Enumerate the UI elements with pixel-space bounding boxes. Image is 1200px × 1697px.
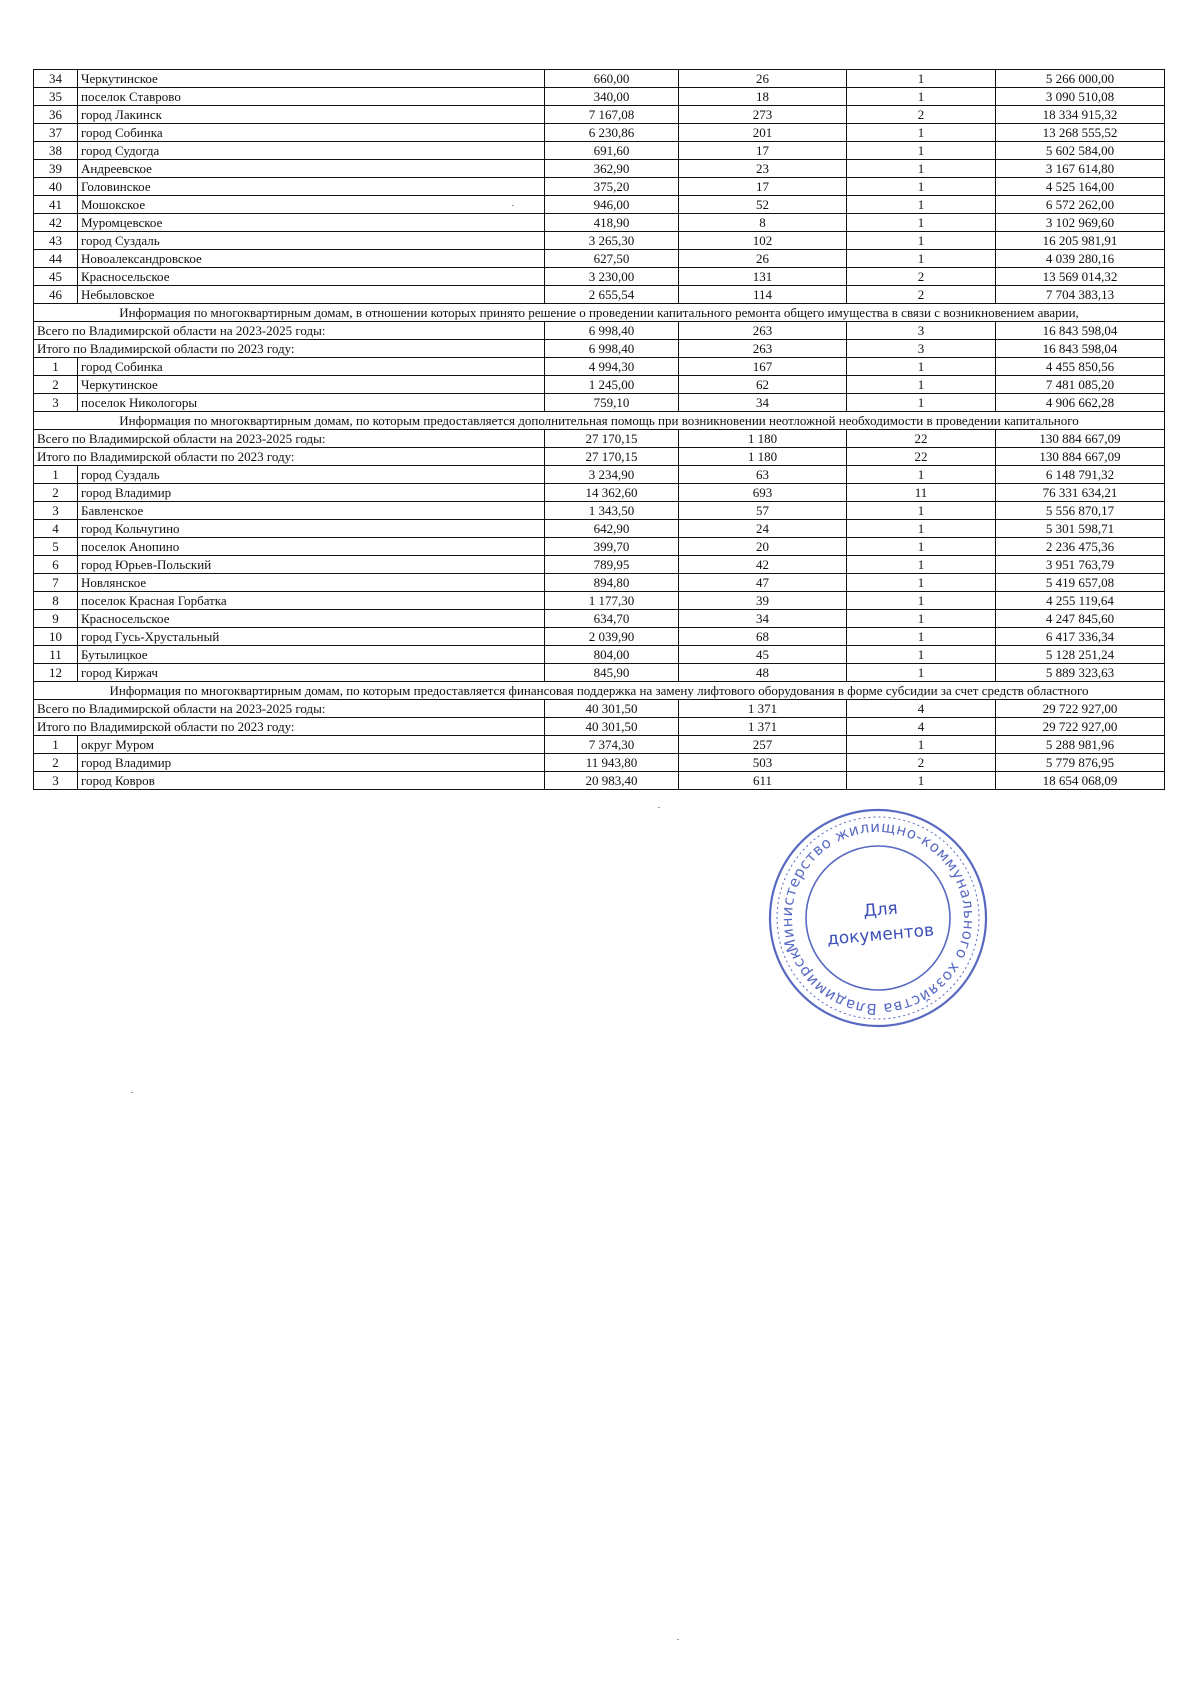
total-amount: 16 843 598,04	[996, 322, 1165, 340]
row-number: 1	[34, 358, 78, 376]
residents-count: 42	[679, 556, 847, 574]
table-row	[34, 70, 1165, 88]
area-value: 634,70	[545, 610, 679, 628]
houses-count: 2	[847, 268, 996, 286]
total-residents: 1 371	[679, 700, 847, 718]
total-area: 40 301,50	[545, 700, 679, 718]
residents-count: 201	[679, 124, 847, 142]
area-value: 894,80	[545, 574, 679, 592]
total-residents: 1 371	[679, 718, 847, 736]
total-area: 6 998,40	[545, 340, 679, 358]
row-number: 11	[34, 646, 78, 664]
municipality-name: Небыловское	[78, 286, 545, 304]
total-area: 6 998,40	[545, 322, 679, 340]
row-number: 6	[34, 556, 78, 574]
registry-table	[33, 69, 1165, 790]
residents-count: 20	[679, 538, 847, 556]
table-row	[34, 772, 1165, 790]
row-number: 43	[34, 232, 78, 250]
houses-count: 2	[847, 286, 996, 304]
stamp-seal-graphic	[763, 803, 993, 1033]
amount-value: 2 236 475,36	[996, 538, 1165, 556]
row-number: 1	[34, 466, 78, 484]
amount-value: 5 602 584,00	[996, 142, 1165, 160]
row-number: 37	[34, 124, 78, 142]
row-number: 2	[34, 484, 78, 502]
amount-value: 5 889 323,63	[996, 664, 1165, 682]
scan-speck	[131, 1092, 133, 1093]
total-houses: 4	[847, 700, 996, 718]
area-value: 946,00	[545, 196, 679, 214]
houses-count: 1	[847, 646, 996, 664]
row-number: 34	[34, 70, 78, 88]
residents-count: 26	[679, 250, 847, 268]
area-value: 362,90	[545, 160, 679, 178]
amount-value: 5 779 876,95	[996, 754, 1165, 772]
municipality-name: город Суздаль	[78, 466, 545, 484]
table-row	[34, 106, 1165, 124]
row-number: 12	[34, 664, 78, 682]
total-area: 27 170,15	[545, 448, 679, 466]
amount-value: 7 481 085,20	[996, 376, 1165, 394]
area-value: 7 167,08	[545, 106, 679, 124]
total-residents: 263	[679, 322, 847, 340]
houses-count: 1	[847, 250, 996, 268]
amount-value: 5 419 657,08	[996, 574, 1165, 592]
row-number: 7	[34, 574, 78, 592]
houses-count: 1	[847, 538, 996, 556]
municipality-name: город Юрьев-Польский	[78, 556, 545, 574]
area-value: 375,20	[545, 178, 679, 196]
municipality-name: город Владимир	[78, 484, 545, 502]
residents-count: 257	[679, 736, 847, 754]
table-row	[34, 502, 1165, 520]
area-value: 789,95	[545, 556, 679, 574]
table-row	[34, 268, 1165, 286]
municipality-name: город Собинка	[78, 358, 545, 376]
area-value: 759,10	[545, 394, 679, 412]
row-number: 45	[34, 268, 78, 286]
amount-value: 18 334 915,32	[996, 106, 1165, 124]
row-number: 36	[34, 106, 78, 124]
area-value: 3 230,00	[545, 268, 679, 286]
houses-count: 1	[847, 664, 996, 682]
table-row	[34, 250, 1165, 268]
municipality-name: Черкутинское	[78, 376, 545, 394]
total-houses: 3	[847, 322, 996, 340]
houses-count: 1	[847, 178, 996, 196]
total-row	[34, 430, 1165, 448]
total-amount: 130 884 667,09	[996, 448, 1165, 466]
area-value: 7 374,30	[545, 736, 679, 754]
table-row	[34, 538, 1165, 556]
total-area: 40 301,50	[545, 718, 679, 736]
row-number: 1	[34, 736, 78, 754]
official-stamp	[763, 803, 993, 1033]
table-row	[34, 394, 1165, 412]
area-value: 1 245,00	[545, 376, 679, 394]
section-heading: Информация по многоквартирным домам, в отношении которых принято решение о проведении капитального ремонта общего имущества в связи с возникновением аварии,	[34, 304, 1165, 322]
table-row	[34, 376, 1165, 394]
residents-count: 48	[679, 664, 847, 682]
stamp-ring-text: Министерство жилищно-коммунального хозяйства Владимирской	[777, 817, 979, 1019]
residents-count: 17	[679, 142, 847, 160]
residents-count: 24	[679, 520, 847, 538]
residents-count: 8	[679, 214, 847, 232]
municipality-name: город Собинка	[78, 124, 545, 142]
area-value: 3 234,90	[545, 466, 679, 484]
amount-value: 76 331 634,21	[996, 484, 1165, 502]
row-number: 3	[34, 772, 78, 790]
amount-value: 5 266 000,00	[996, 70, 1165, 88]
residents-count: 68	[679, 628, 847, 646]
row-number: 10	[34, 628, 78, 646]
row-number: 40	[34, 178, 78, 196]
total-label: Итого по Владимирской области по 2023 году:	[34, 718, 545, 736]
amount-value: 5 288 981,96	[996, 736, 1165, 754]
houses-count: 2	[847, 106, 996, 124]
area-value: 642,90	[545, 520, 679, 538]
amount-value: 5 128 251,24	[996, 646, 1165, 664]
area-value: 804,00	[545, 646, 679, 664]
houses-count: 1	[847, 232, 996, 250]
area-value: 3 265,30	[545, 232, 679, 250]
residents-count: 34	[679, 394, 847, 412]
residents-count: 62	[679, 376, 847, 394]
area-value: 11 943,80	[545, 754, 679, 772]
houses-count: 1	[847, 142, 996, 160]
stamp-center-line-2: документов	[826, 920, 935, 950]
municipality-name: Мошокское	[78, 196, 545, 214]
section-heading: Информация по многоквартирным домам, по которым предоставляется финансовая поддержка на замену лифтового оборудования в форме субсидии за счет средств областного	[34, 682, 1165, 700]
houses-count: 1	[847, 160, 996, 178]
total-amount: 29 722 927,00	[996, 700, 1165, 718]
houses-count: 1	[847, 394, 996, 412]
residents-count: 34	[679, 610, 847, 628]
total-residents: 1 180	[679, 430, 847, 448]
residents-count: 18	[679, 88, 847, 106]
municipality-name: Новлянское	[78, 574, 545, 592]
row-number: 9	[34, 610, 78, 628]
total-row	[34, 718, 1165, 736]
total-houses: 4	[847, 718, 996, 736]
registry-table-body	[34, 70, 1165, 790]
municipality-name: город Киржач	[78, 664, 545, 682]
total-row	[34, 340, 1165, 358]
amount-value: 4 255 119,64	[996, 592, 1165, 610]
residents-count: 63	[679, 466, 847, 484]
table-row	[34, 142, 1165, 160]
table-row	[34, 736, 1165, 754]
row-number: 5	[34, 538, 78, 556]
houses-count: 1	[847, 592, 996, 610]
total-label: Всего по Владимирской области на 2023-2025 годы:	[34, 430, 545, 448]
table-row	[34, 592, 1165, 610]
table-row	[34, 520, 1165, 538]
municipality-name: город Гусь-Хрустальный	[78, 628, 545, 646]
row-number: 39	[34, 160, 78, 178]
residents-count: 47	[679, 574, 847, 592]
table-row	[34, 286, 1165, 304]
area-value: 340,00	[545, 88, 679, 106]
section-header-row	[34, 304, 1165, 322]
municipality-name: Красносельское	[78, 268, 545, 286]
municipality-name: поселок Анопино	[78, 538, 545, 556]
area-value: 1 343,50	[545, 502, 679, 520]
row-number: 35	[34, 88, 78, 106]
houses-count: 1	[847, 628, 996, 646]
residents-count: 52	[679, 196, 847, 214]
area-value: 14 362,60	[545, 484, 679, 502]
amount-value: 4 247 845,60	[996, 610, 1165, 628]
houses-count: 1	[847, 556, 996, 574]
residents-count: 102	[679, 232, 847, 250]
houses-count: 1	[847, 736, 996, 754]
total-residents: 1 180	[679, 448, 847, 466]
table-row	[34, 484, 1165, 502]
houses-count: 1	[847, 574, 996, 592]
total-houses: 22	[847, 430, 996, 448]
area-value: 399,70	[545, 538, 679, 556]
houses-count: 1	[847, 610, 996, 628]
row-number: 4	[34, 520, 78, 538]
municipality-name: город Владимир	[78, 754, 545, 772]
table-row	[34, 466, 1165, 484]
area-value: 2 655,54	[545, 286, 679, 304]
area-value: 4 994,30	[545, 358, 679, 376]
area-value: 627,50	[545, 250, 679, 268]
residents-count: 23	[679, 160, 847, 178]
scan-speck	[512, 205, 514, 206]
row-number: 38	[34, 142, 78, 160]
row-number: 44	[34, 250, 78, 268]
municipality-name: поселок Никологоры	[78, 394, 545, 412]
table-row	[34, 646, 1165, 664]
amount-value: 4 525 164,00	[996, 178, 1165, 196]
row-number: 2	[34, 376, 78, 394]
residents-count: 114	[679, 286, 847, 304]
amount-value: 4 039 280,16	[996, 250, 1165, 268]
row-number: 3	[34, 394, 78, 412]
section-header-row	[34, 682, 1165, 700]
municipality-name: Бутылицкое	[78, 646, 545, 664]
amount-value: 4 906 662,28	[996, 394, 1165, 412]
residents-count: 17	[679, 178, 847, 196]
total-row	[34, 322, 1165, 340]
total-residents: 263	[679, 340, 847, 358]
total-label: Всего по Владимирской области на 2023-2025 годы:	[34, 700, 545, 718]
amount-value: 5 301 598,71	[996, 520, 1165, 538]
row-number: 2	[34, 754, 78, 772]
houses-count: 1	[847, 520, 996, 538]
area-value: 845,90	[545, 664, 679, 682]
table-row	[34, 556, 1165, 574]
total-row	[34, 700, 1165, 718]
amount-value: 3 102 969,60	[996, 214, 1165, 232]
area-value: 20 983,40	[545, 772, 679, 790]
municipality-name: Новоалександровское	[78, 250, 545, 268]
houses-count: 1	[847, 70, 996, 88]
municipality-name: Черкутинское	[78, 70, 545, 88]
table-row	[34, 664, 1165, 682]
section-heading: Информация по многоквартирным домам, по которым предоставляется дополнительная помощь при возникновении неотложной необходимости в проведении капитального	[34, 412, 1165, 430]
row-number: 42	[34, 214, 78, 232]
amount-value: 3 167 614,80	[996, 160, 1165, 178]
table-row	[34, 196, 1165, 214]
table-row	[34, 232, 1165, 250]
area-value: 2 039,90	[545, 628, 679, 646]
scan-speck	[658, 807, 660, 808]
municipality-name: город Суздаль	[78, 232, 545, 250]
amount-value: 6 572 262,00	[996, 196, 1165, 214]
total-houses: 3	[847, 340, 996, 358]
document-sheet	[33, 69, 1164, 790]
residents-count: 273	[679, 106, 847, 124]
municipality-name: округ Муром	[78, 736, 545, 754]
row-number: 8	[34, 592, 78, 610]
area-value: 1 177,30	[545, 592, 679, 610]
scan-speck	[677, 1639, 679, 1640]
residents-count: 45	[679, 646, 847, 664]
houses-count: 11	[847, 484, 996, 502]
total-row	[34, 448, 1165, 466]
total-amount: 130 884 667,09	[996, 430, 1165, 448]
section-header-row	[34, 412, 1165, 430]
area-value: 418,90	[545, 214, 679, 232]
residents-count: 26	[679, 70, 847, 88]
residents-count: 57	[679, 502, 847, 520]
area-value: 6 230,86	[545, 124, 679, 142]
amount-value: 6 417 336,34	[996, 628, 1165, 646]
residents-count: 167	[679, 358, 847, 376]
amount-value: 3 090 510,08	[996, 88, 1165, 106]
total-label: Итого по Владимирской области по 2023 году:	[34, 340, 545, 358]
table-row	[34, 574, 1165, 592]
municipality-name: Муромцевское	[78, 214, 545, 232]
houses-count: 1	[847, 196, 996, 214]
total-label: Итого по Владимирской области по 2023 году:	[34, 448, 545, 466]
municipality-name: Красносельское	[78, 610, 545, 628]
row-number: 46	[34, 286, 78, 304]
residents-count: 611	[679, 772, 847, 790]
amount-value: 3 951 763,79	[996, 556, 1165, 574]
houses-count: 2	[847, 754, 996, 772]
row-number: 3	[34, 502, 78, 520]
total-amount: 16 843 598,04	[996, 340, 1165, 358]
area-value: 691,60	[545, 142, 679, 160]
houses-count: 1	[847, 124, 996, 142]
area-value: 660,00	[545, 70, 679, 88]
municipality-name: город Судогда	[78, 142, 545, 160]
row-number: 41	[34, 196, 78, 214]
residents-count: 693	[679, 484, 847, 502]
municipality-name: город Ковров	[78, 772, 545, 790]
amount-value: 5 556 870,17	[996, 502, 1165, 520]
total-area: 27 170,15	[545, 430, 679, 448]
table-row	[34, 88, 1165, 106]
total-label: Всего по Владимирской области на 2023-2025 годы:	[34, 322, 545, 340]
total-amount: 29 722 927,00	[996, 718, 1165, 736]
houses-count: 1	[847, 502, 996, 520]
houses-count: 1	[847, 466, 996, 484]
municipality-name: Бавленское	[78, 502, 545, 520]
municipality-name: Головинское	[78, 178, 545, 196]
residents-count: 39	[679, 592, 847, 610]
amount-value: 13 268 555,52	[996, 124, 1165, 142]
municipality-name: поселок Ставрово	[78, 88, 545, 106]
amount-value: 4 455 850,56	[996, 358, 1165, 376]
houses-count: 1	[847, 772, 996, 790]
table-row	[34, 178, 1165, 196]
table-row	[34, 160, 1165, 178]
total-houses: 22	[847, 448, 996, 466]
municipality-name: город Кольчугино	[78, 520, 545, 538]
table-row	[34, 628, 1165, 646]
table-row	[34, 754, 1165, 772]
amount-value: 18 654 068,09	[996, 772, 1165, 790]
stamp-center-line-1: Для	[862, 898, 899, 922]
houses-count: 1	[847, 214, 996, 232]
municipality-name: Андреевское	[78, 160, 545, 178]
amount-value: 13 569 014,32	[996, 268, 1165, 286]
municipality-name: город Лакинск	[78, 106, 545, 124]
amount-value: 6 148 791,32	[996, 466, 1165, 484]
amount-value: 16 205 981,91	[996, 232, 1165, 250]
residents-count: 503	[679, 754, 847, 772]
residents-count: 131	[679, 268, 847, 286]
municipality-name: поселок Красная Горбатка	[78, 592, 545, 610]
table-row	[34, 610, 1165, 628]
table-row	[34, 214, 1165, 232]
table-row	[34, 358, 1165, 376]
houses-count: 1	[847, 358, 996, 376]
amount-value: 7 704 383,13	[996, 286, 1165, 304]
table-row	[34, 124, 1165, 142]
houses-count: 1	[847, 376, 996, 394]
houses-count: 1	[847, 88, 996, 106]
